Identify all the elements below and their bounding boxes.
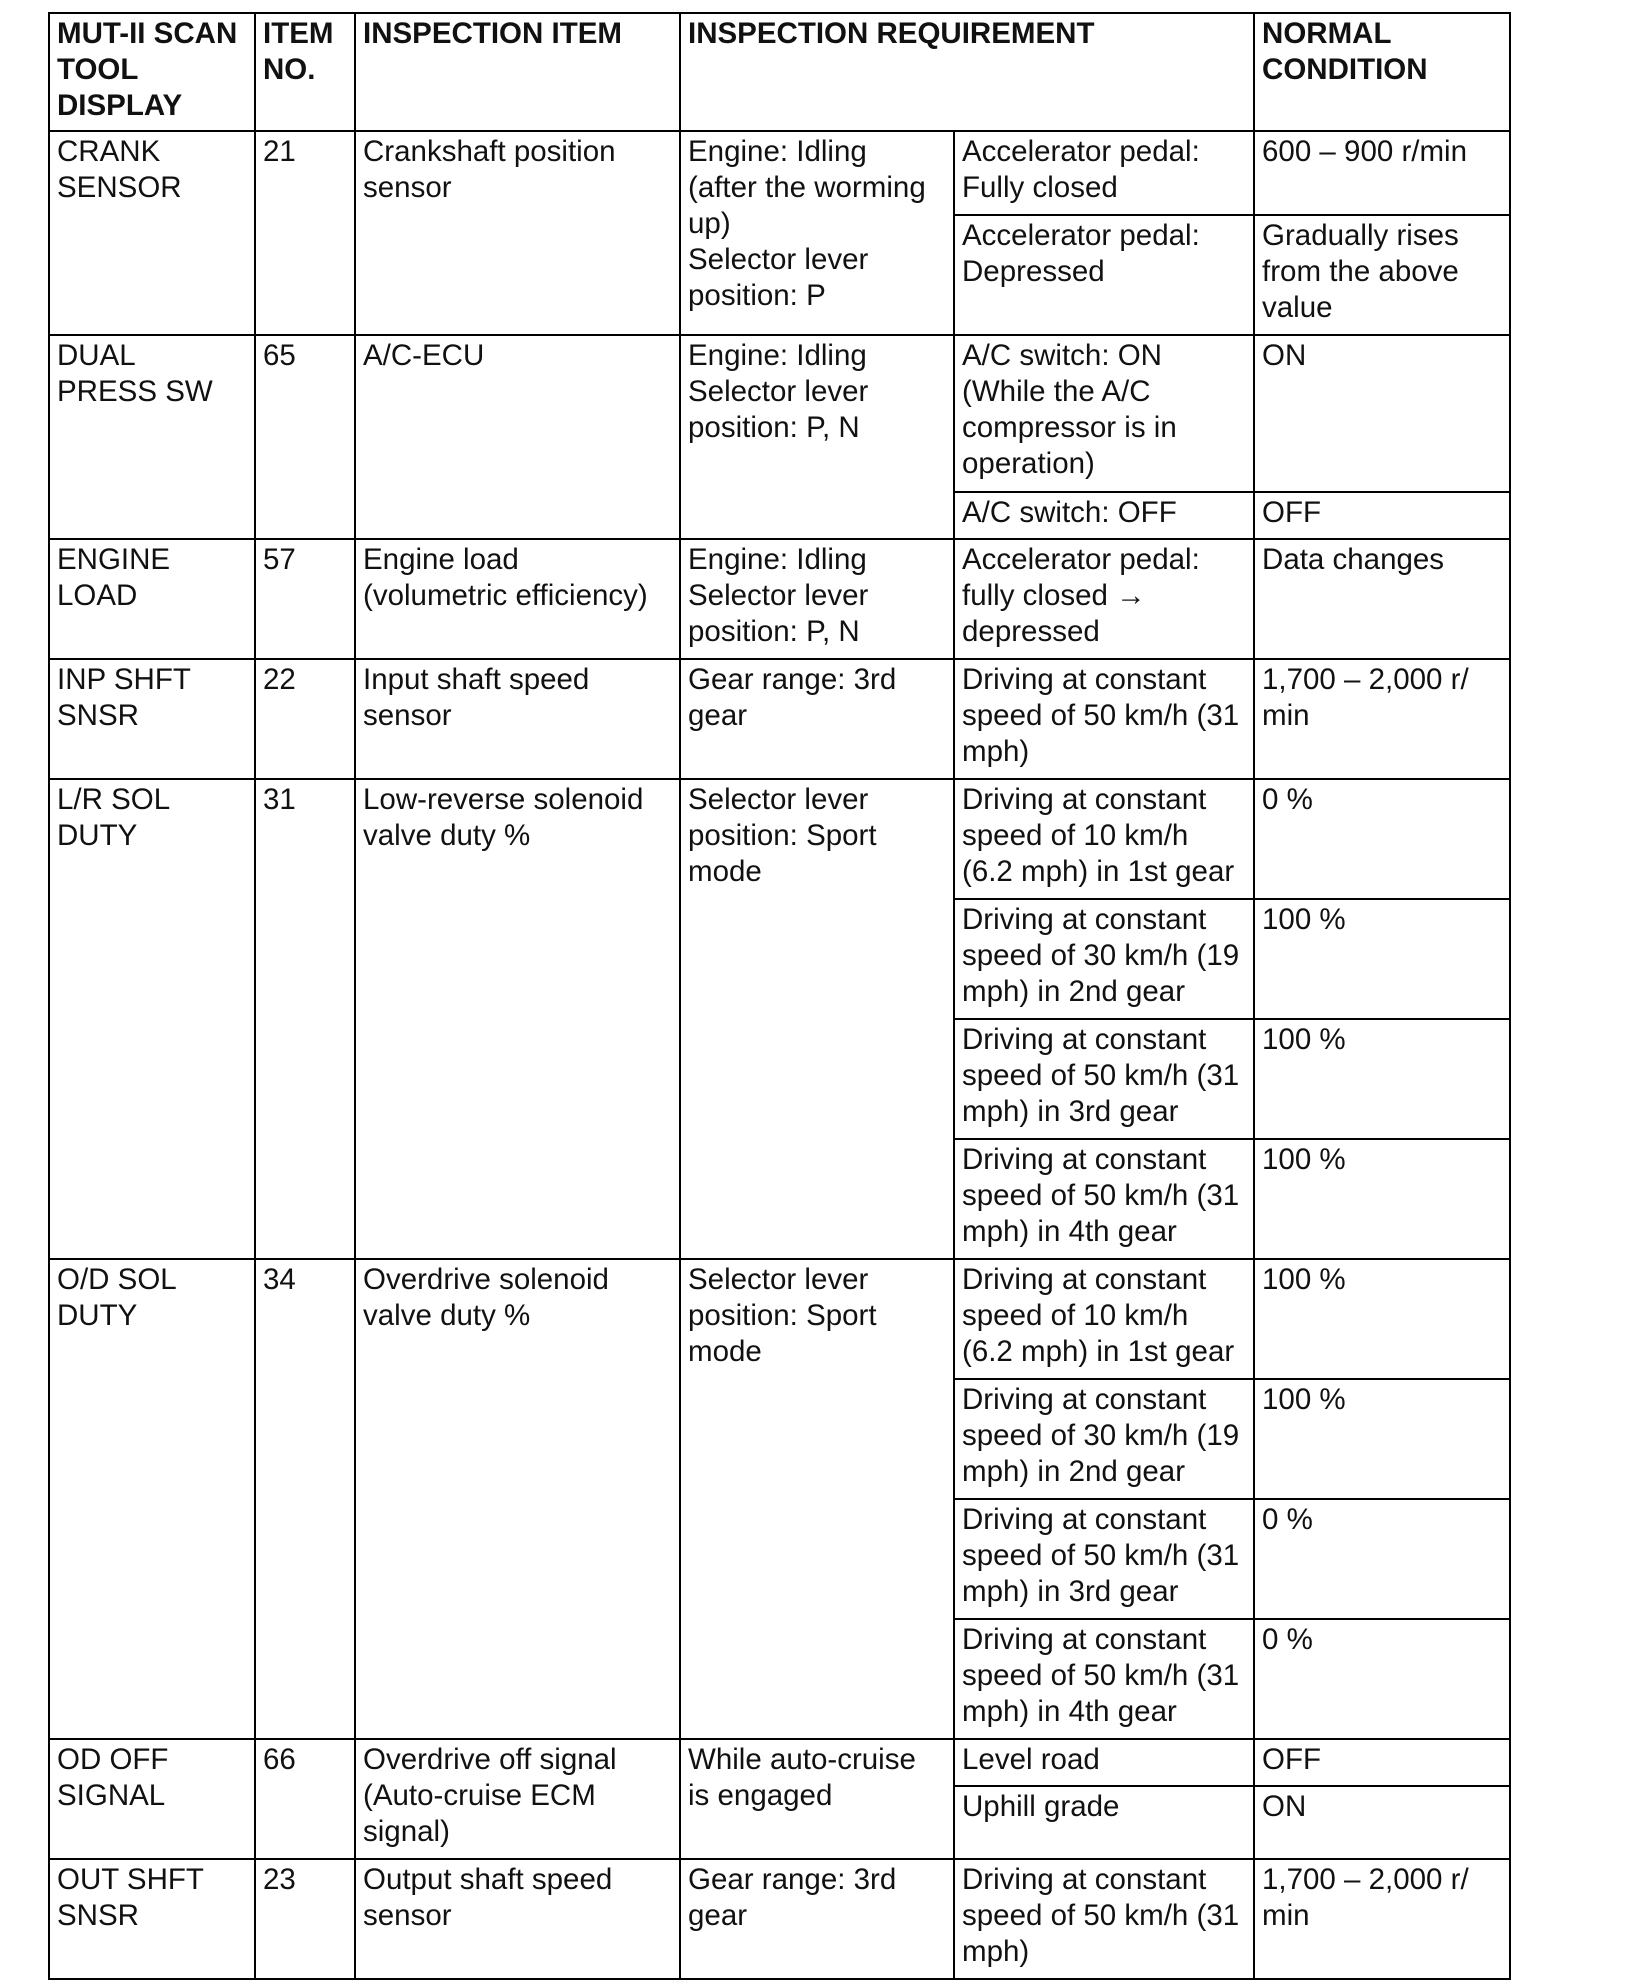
test-condition-cell: Accelerator pedal: fully closed → depressed [954,539,1254,659]
normal-condition-cell: Gradually rises from the above value [1254,215,1510,335]
table-body [49,13,1510,1979]
table-row [49,659,1510,779]
table-row [49,1739,1510,1786]
inspection-item-cell: Overdrive off signal (Auto-cruise ECM signal) [355,1739,680,1859]
test-condition-cell: A/C switch: OFF [954,492,1254,539]
header-row [49,13,1510,131]
scan-tool-display-cell: CRANK SENSOR [49,131,255,335]
test-condition-cell: Driving at constant speed of 50 km/h (31 mph) [954,1859,1254,1979]
inspection-item-cell: Input shaft speed sensor [355,659,680,779]
inspection-requirement-cell: Gear range: 3rd gear [680,1859,954,1979]
inspection-item-cell: Engine load (volumetric efficiency) [355,539,680,659]
header-inspection-requirement: INSPECTION REQUIREMENT [680,13,1254,131]
table-row [49,335,1510,492]
table-row [49,1859,1510,1979]
test-condition-cell: Driving at constant speed of 10 km/h (6.2 mph) in 1st gear [954,1259,1254,1379]
header-item-no: ITEM NO. [255,13,355,131]
header-display: MUT-II SCAN TOOL DISPLAY [49,13,255,131]
normal-condition-cell: 100 % [1254,899,1510,1019]
test-condition-cell: Accelerator pedal: Depressed [954,215,1254,335]
scan-tool-display-cell: L/R SOL DUTY [49,779,255,1259]
normal-condition-cell: 600 – 900 r/min [1254,131,1510,215]
inspection-requirement-cell: Selector lever position: Sport mode [680,779,954,1259]
inspection-item-cell: Crankshaft position sensor [355,131,680,335]
header-inspection-item: INSPECTION ITEM [355,13,680,131]
item-number-cell: 21 [255,131,355,335]
item-number-cell: 23 [255,1859,355,1979]
test-condition-cell: A/C switch: ON (While the A/C compressor is in operation) [954,335,1254,492]
normal-condition-cell: 100 % [1254,1379,1510,1499]
inspection-item-cell: Overdrive solenoid valve duty % [355,1259,680,1739]
test-condition-cell: Driving at constant speed of 50 km/h (31 mph) in 4th gear [954,1619,1254,1739]
table-row [49,779,1510,899]
inspection-requirement-cell: While auto-cruise is engaged [680,1739,954,1859]
test-condition-cell: Driving at constant speed of 30 km/h (19 mph) in 2nd gear [954,1379,1254,1499]
inspection-requirement-cell: Gear range: 3rd gear [680,659,954,779]
normal-condition-cell: 1,700 – 2,000 r/ min [1254,1859,1510,1979]
normal-condition-cell: ON [1254,1786,1510,1859]
inspection-requirement-cell: Engine: Idling Selector lever position: P, N [680,335,954,539]
table-row [49,1259,1510,1379]
table-row [49,131,1510,215]
normal-condition-cell: ON [1254,335,1510,492]
test-condition-cell: Accelerator pedal: Fully closed [954,131,1254,215]
test-condition-cell: Driving at constant speed of 50 km/h (31 mph) [954,659,1254,779]
item-number-cell: 22 [255,659,355,779]
normal-condition-cell: 100 % [1254,1019,1510,1139]
normal-condition-cell: OFF [1254,492,1510,539]
item-number-cell: 34 [255,1259,355,1739]
item-number-cell: 57 [255,539,355,659]
header-normal-condition: NORMAL CONDITION [1254,13,1510,131]
inspection-item-cell: A/C-ECU [355,335,680,539]
inspection-requirement-cell: Engine: Idling (after the worming up) Selector lever position: P [680,131,954,335]
normal-condition-cell: Data changes [1254,539,1510,659]
inspection-item-cell: Output shaft speed sensor [355,1859,680,1979]
item-number-cell: 31 [255,779,355,1259]
scan-tool-display-cell: O/D SOL DUTY [49,1259,255,1739]
scan-tool-display-cell: ENGINE LOAD [49,539,255,659]
normal-condition-cell: 1,700 – 2,000 r/ min [1254,659,1510,779]
scan-tool-display-cell: OUT SHFT SNSR [49,1859,255,1979]
test-condition-cell: Driving at constant speed of 30 km/h (19 mph) in 2nd gear [954,899,1254,1019]
test-condition-cell: Driving at constant speed of 10 km/h (6.2 mph) in 1st gear [954,779,1254,899]
normal-condition-cell: 100 % [1254,1139,1510,1259]
test-condition-cell: Driving at constant speed of 50 km/h (31 mph) in 3rd gear [954,1019,1254,1139]
inspection-requirement-cell: Engine: Idling Selector lever position: P, N [680,539,954,659]
test-condition-cell: Level road [954,1739,1254,1786]
normal-condition-cell: 0 % [1254,1499,1510,1619]
inspection-item-cell: Low-reverse solenoid valve duty % [355,779,680,1259]
item-number-cell: 65 [255,335,355,539]
test-condition-cell: Driving at constant speed of 50 km/h (31 mph) in 3rd gear [954,1499,1254,1619]
inspection-requirement-cell: Selector lever position: Sport mode [680,1259,954,1739]
item-number-cell: 66 [255,1739,355,1859]
scan-tool-display-cell: OD OFF SIGNAL [49,1739,255,1859]
normal-condition-cell: 0 % [1254,1619,1510,1739]
scan-tool-display-cell: INP SHFT SNSR [49,659,255,779]
normal-condition-cell: OFF [1254,1739,1510,1786]
test-condition-cell: Uphill grade [954,1786,1254,1859]
table-row [49,539,1510,659]
test-condition-cell: Driving at constant speed of 50 km/h (31 mph) in 4th gear [954,1139,1254,1259]
normal-condition-cell: 0 % [1254,779,1510,899]
scan-tool-display-cell: DUAL PRESS SW [49,335,255,539]
normal-condition-cell: 100 % [1254,1259,1510,1379]
inspection-table [48,12,1511,1980]
